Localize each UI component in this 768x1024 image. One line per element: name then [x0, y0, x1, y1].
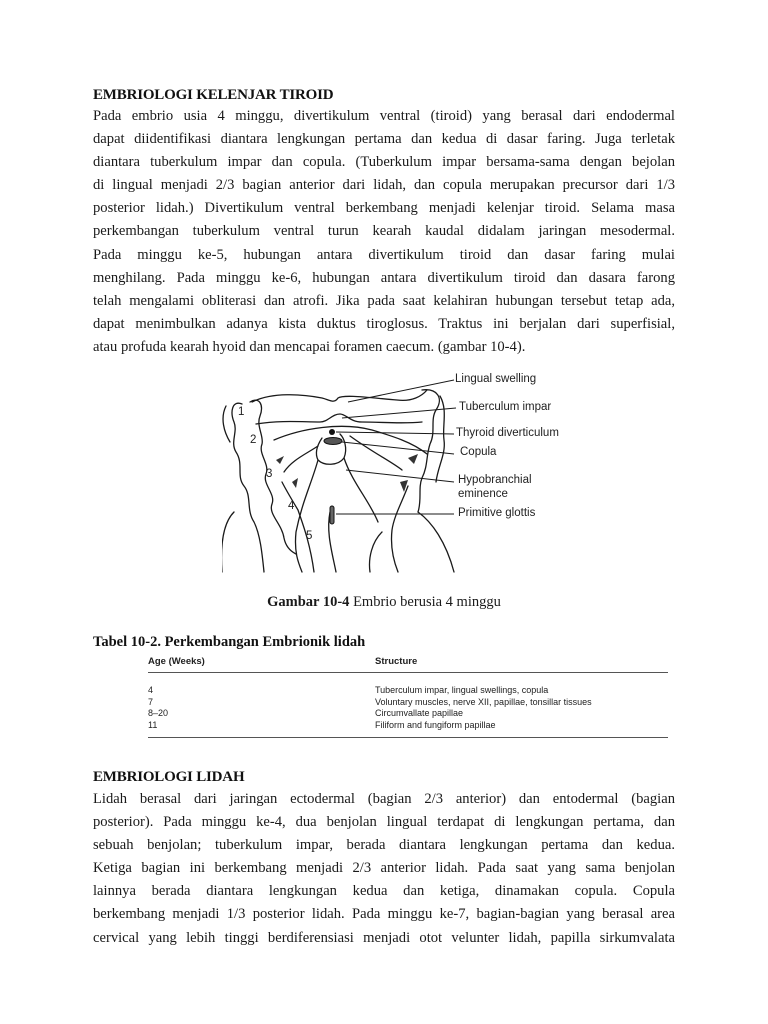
- cell-age: 4: [148, 685, 154, 695]
- paragraph-thyroid: [93, 105, 675, 359]
- label-copula: Copula: [460, 446, 497, 458]
- cell-age: 11: [148, 719, 158, 730]
- cell-age: 8–20: [148, 708, 169, 718]
- figure-caption-text: Embrio berusia 4 minggu: [349, 594, 501, 610]
- text-line: dapat diidentifikasi diantara lengkungan pertama dan kedua di dasar faring. Juga terletak: [93, 131, 675, 148]
- arch-number-3: 3: [266, 468, 273, 480]
- figure-caption-number: Gambar 10-4: [267, 594, 350, 610]
- header-structure: Structure: [375, 656, 418, 667]
- label-hypobranchial: Hypobranchial: [458, 474, 532, 486]
- text-line: lainnya berada diantara lengkungan kedua dan ketiga, dinamakan copula. Copula: [93, 883, 675, 900]
- table-rule-bottom: [148, 737, 668, 738]
- cell-structure: Filiform and fungiform papillae: [375, 719, 496, 730]
- text-line: posterior lidah.) Divertikulum ventral berkembang menjadi kelenjar tiroid. Selama masa: [93, 200, 675, 217]
- paragraph-tongue: [93, 788, 675, 950]
- text-line: posterior). Pada minggu ke-4, dua benjolan lingual terdapat di lengkungan pertama, dan: [93, 814, 675, 831]
- embryo-pharyngeal-arches-illustration: [222, 362, 587, 582]
- label-eminence: eminence: [458, 488, 508, 500]
- label-tuberculum-impar: Tuberculum impar: [459, 401, 552, 413]
- label-primitive-glottis: Primitive glottis: [458, 507, 536, 519]
- text-line: Pada minggu ke-5, hubungan antara divertikulum tiroid dan dasar faring mulai: [93, 246, 675, 263]
- table-row: [148, 685, 668, 697]
- text-line: telah mengalami obliterasi dan atrofi. Jika pada saat kelahiran hubungan tersebut tetap ada,: [93, 292, 675, 309]
- arch-number-2: 2: [250, 434, 257, 446]
- section-heading-thyroid: EMBRIOLOGI KELENJAR TIROID: [93, 87, 334, 103]
- text-line: perkembangan tuberkulum ventral turun kearah kaudal didalam jaringan mesodermal.: [93, 223, 675, 240]
- label-thyroid-diverticulum: Thyroid diverticulum: [456, 427, 559, 439]
- cell-structure: Tuberculum impar, lingual swellings, copula: [375, 685, 549, 695]
- table-header-row: [148, 652, 668, 672]
- text-line: di lingual menjadi 2/3 bagian anterior dari lidah, dan copula merupakan precursor dari 1/3: [93, 177, 675, 194]
- header-age: Age (Weeks): [148, 656, 205, 667]
- text-line: cervical yang lebih tinggi berdiferensiasi menjadi otot velunter lidah, papilla sirkumvalata: [93, 929, 675, 946]
- text-line: Pada embrio usia 4 minggu, divertikulum ventral (tiroid) yang berasal dari endodermal: [93, 108, 675, 124]
- label-lingual-swelling: Lingual swelling: [455, 373, 537, 385]
- table-title: Tabel 10-2. Perkembangan Embrionik lidah: [93, 634, 366, 650]
- text-line: menghilang. Pada minggu ke-6, hubungan antara divertikulum tiroid dan dasara farong: [93, 269, 675, 286]
- arch-number-4: 4: [288, 500, 295, 512]
- text-line: Ketiga bagian ini berkembang menjadi 2/3 anterior lidah. Pada saat yang sama benjolan: [93, 860, 675, 877]
- table-row: [148, 720, 668, 732]
- arch-number-5: 5: [306, 530, 313, 542]
- arch-number-1: 1: [238, 406, 245, 418]
- table-row: [148, 708, 668, 720]
- text-line: atau profuda kearah hyoid dan mencapai foramen caecum. (gambar 10-4).: [93, 338, 526, 355]
- text-line: dapat menimbulkan adanya kista duktus tiroglosus. Traktus ini berjalan dari superfisial,: [93, 315, 675, 332]
- figure-caption: [0, 594, 768, 611]
- cell-structure: Voluntary muscles, nerve XII, papillae, tonsillar tissues: [375, 696, 592, 707]
- text-line: sebuah benjolan; tuberkulum impar, berada diantara lengkungan pertama dan kedua.: [93, 837, 675, 854]
- tongue-development-table: [148, 652, 668, 738]
- text-line: diantara tuberkulum impar dan copula. (Tuberkulum impar bersama-sama dengan bejolan: [93, 154, 675, 171]
- text-line: Lidah berasal dari jaringan ectodermal (bagian 2/3 anterior) dan entodermal (bagian: [93, 791, 675, 807]
- cell-structure: Circumvallate papillae: [375, 708, 464, 718]
- table-row: [148, 697, 668, 709]
- text-line: berkembang menjadi 1/3 posterior lidah. Pada minggu ke-7, bagian-bagian yang berasal area: [93, 906, 675, 923]
- embryo-diagram-figure: [222, 362, 587, 582]
- cell-age: 7: [148, 696, 154, 707]
- section-heading-tongue: EMBRIOLOGI LIDAH: [93, 769, 245, 785]
